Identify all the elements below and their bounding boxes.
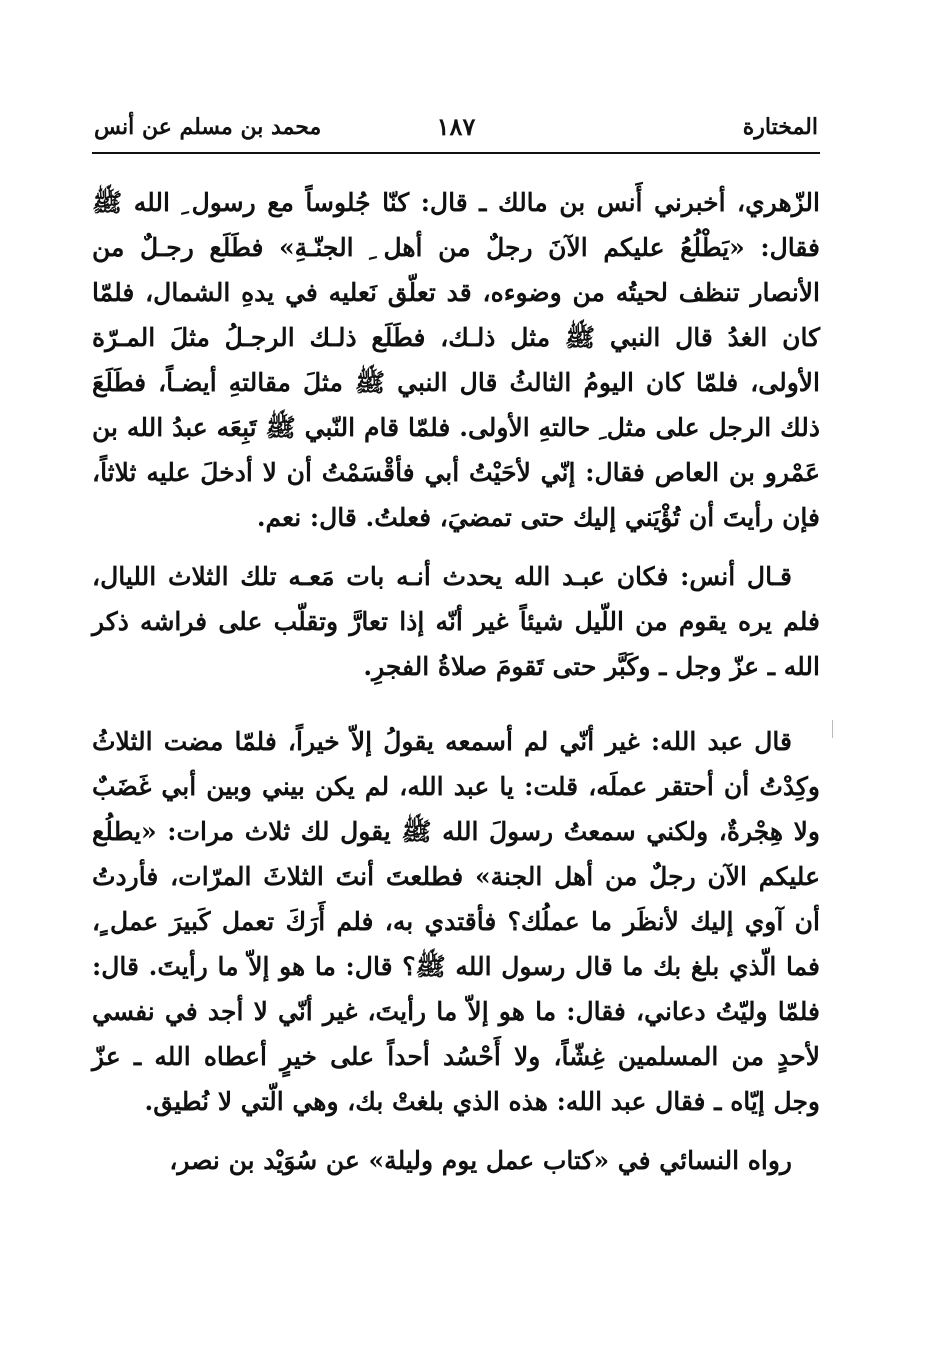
running-header (92, 108, 820, 154)
paragraph-source-reference: رواه النسائي في «كتاب عمل يوم وليلة» عن سُوَيْد بن نصر، (169, 1146, 792, 1175)
page-number: ١٨٧ (436, 112, 476, 141)
paragraph-hadith-narration: الزّهري، أخبرني أَنس بن مالك ـ قال: كنّا جُلوساً مع رسول ِ الله ﷺ فقال: «يَطْلُعُ عليكم الآنَ رجلٌ من أهل ِ الجنّـةِ» فطَلَع رجـلٌ من الأنصار تنظف لحيتُه من وضوءه، قد تعلّق نَعليه في يدهِ الشمال، فلمّا كان الغدُ قال النبي ﷺ مثل ذلـك، فطَلَع ذلـك الرجـلُ مثلَ المـرّة الأولى، فلمّا كان اليومُ الثالثُ قال النبي ﷺ مثلَ مقالتهِ أيضـاً، فطَلَعَ ذلك الرجل على مثل ِ حالتهِ الأولى. فلمّا قام النّبي ﷺ تَبِعَه عبدُ الله بن عَمْرو بن العاص فقال: إنّي لأحَيْتُ أبي فأقْسَمْتُ أن لا أدخلَ عليه ثلاثاً، فإن رأيتَ أن تُؤْيَني إليك حتى تمضيَ، فعلتُ. قال: نعم. (92, 188, 820, 532)
margin-mark (832, 720, 833, 738)
paragraph-anas-statement: قـال أنس: فكان عبـد الله يحدث أنـه بات مَعـه تلك الثلاث الليال، فلم يره يقوم من اللّيل شيئاً غير أنّه إذا تعارَّ وتقلّب على فراشه ذكر الله ـ عزّ وجل ـ وكَبَّر حتى تَقومَ صلاةُ الفجرِ. (92, 562, 820, 681)
body-text (92, 180, 820, 1183)
paragraph-abdullah-statement: قال عبد الله: غير أنّي لم أسمعه يقولُ إلاّ خيراً، فلمّا مضت الثلاثُ وكِدْتُ أن أحتقر عملَه، قلت: يا عبد الله، لم يكن بيني وبين أبي غَضَبٌ ولا هِجْرةٌ، ولكني سمعتُ رسولَ الله ﷺ يقول لك ثلاث مرات: «يطلُع عليكم الآن رجلٌ من أهل الجنة» فطلعتَ أنتَ الثلاثَ المرّات، فأردتُ أن آوي إليك لأنظَر ما عملُك؟ فأقتدي به، فلم أَرَكَ تعمل كَبيرَ عمل ٍ، فما الّذي بلغ بك ما قال رسول الله ﷺ؟ قال: ما هو إلاّ ما رأيتَ. قال: فلمّا وليّتُ دعاني، فقال: ما هو إلاّ ما رأيتَ، غير أنّي لا أجد في نفسي لأحدٍ من المسلمين غِشّاً، ولا أَحْسُد أحداً على خيرٍ أعطاه الله ـ عزّ وجل إيّاه ـ فقال عبد الله: هذه الذي بلغتْ بك، وهي الّتي لا نُطيق. (92, 727, 820, 1116)
chapter-title: محمد بن مسلم عن أنس (94, 114, 322, 140)
book-title: المختارة (742, 114, 818, 140)
